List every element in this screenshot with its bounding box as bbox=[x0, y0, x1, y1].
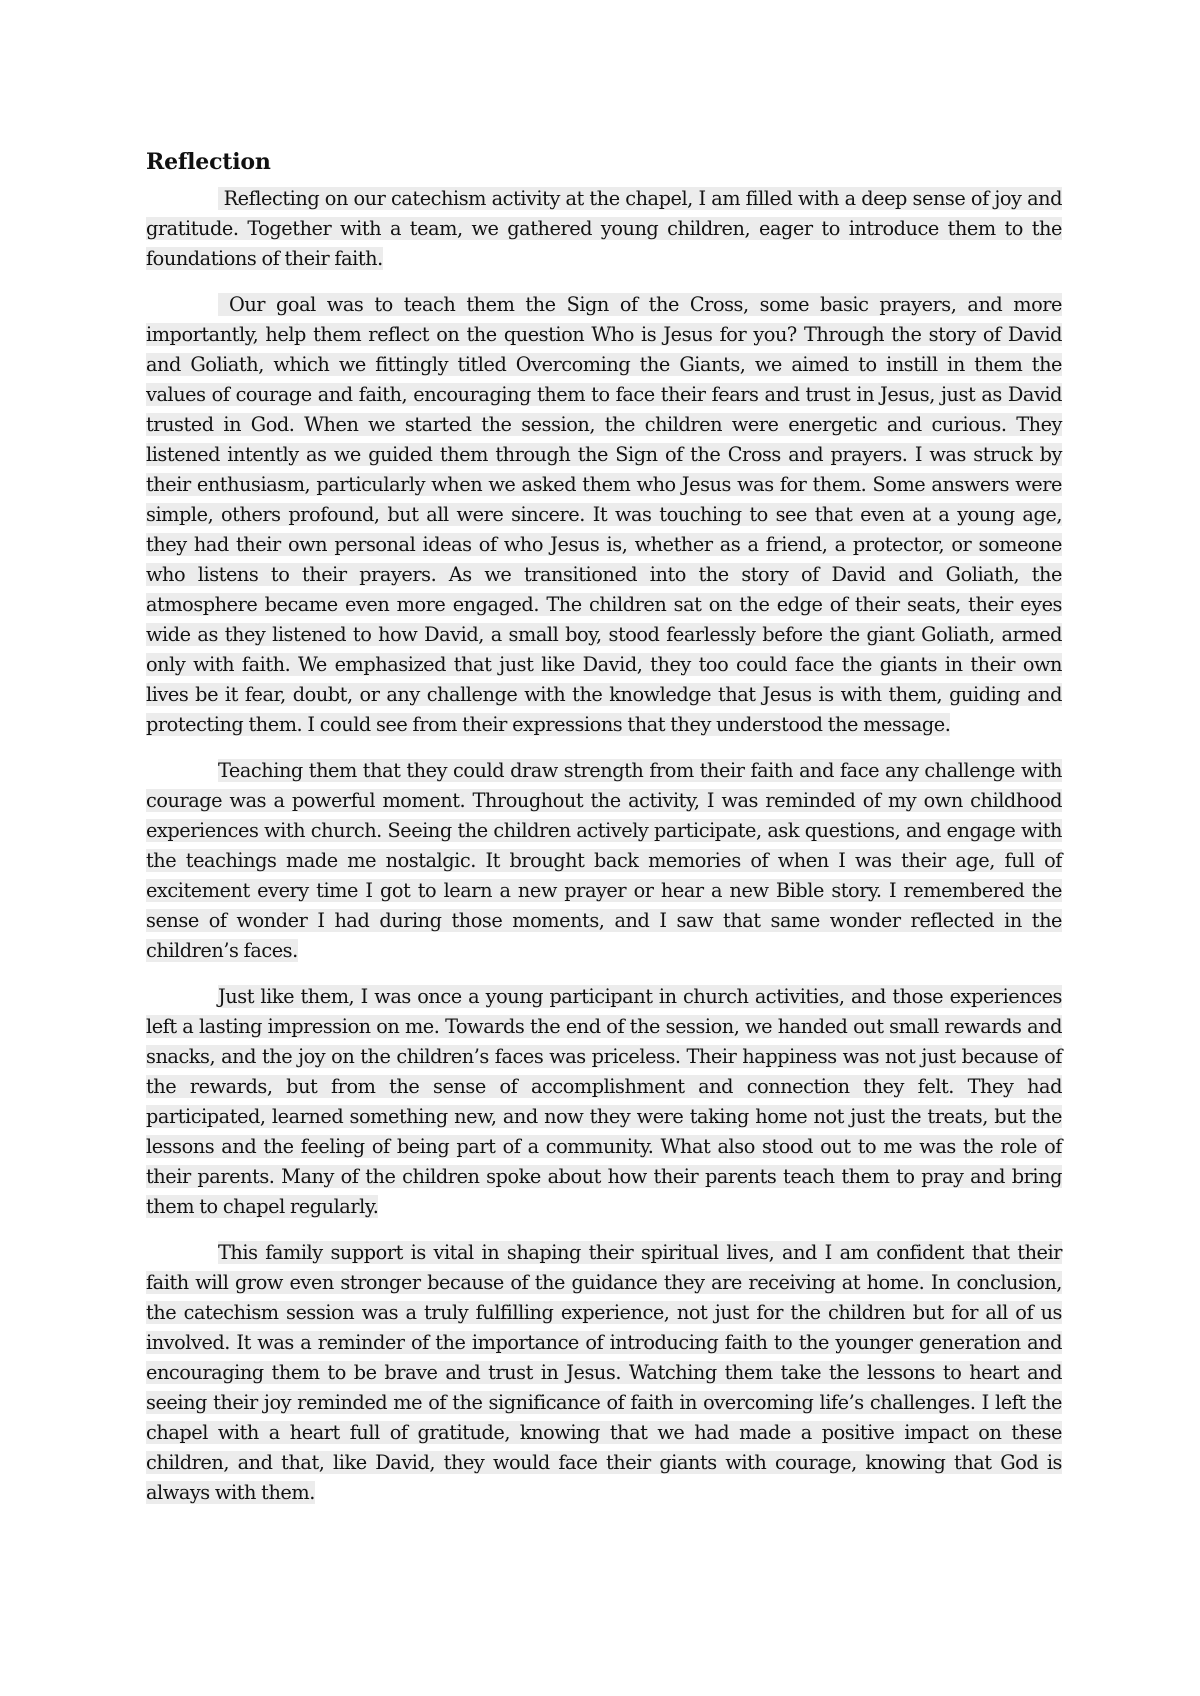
paragraph-2-text: Our goal was to teach them the Sign of the Cross, some basic prayers, and more importantly, help them reflect on the question Who is Jesus for you? Through the story of David and Goliath, which we fittingly titled Overcoming the Giants, we aimed to instill in them the values of courage and faith, encouraging them to face their fears and trust in Jesus, just as David trusted in God. When we started the session, the children were energetic and curious. They listened intently as we guided them through the Sign of the Cross and prayers. I was struck by their enthusiasm, particularly when we asked them who Jesus was for them. Some answers were simple, others profound, but all were sincere. It was touching to see that even at a young age, they had their own personal ideas of who Jesus is, whether as a friend, a protector, or someone who listens to their prayers. As we transitioned into the story of David and Goliath, the atmosphere became even more engaged. The children sat on the edge of their seats, their eyes wide as they listened to how David, a small boy, stood fearlessly before the giant Goliath, armed only with faith. We emphasized that just like David, they too could face the giants in their own lives be it fear, doubt, or any challenge with the knowledge that Jesus is with them, guiding and protecting them. I could see from their expressions that they understood the message. bbox=[146, 293, 1062, 736]
paragraph-indent bbox=[146, 776, 218, 777]
paragraph-5 bbox=[146, 1238, 1062, 1508]
paragraph-4-text: Just like them, I was once a young participant in church activities, and those experiences left a lasting impression on me. Towards the end of the session, we handed out small rewards and snacks, and the joy on the children’s faces was priceless. Their happiness was not just because of the rewards, but from the sense of accomplishment and connection they felt. They had participated, learned something new, and now they were taking home not just the treats, but the lessons and the feeling of being part of a community. What also stood out to me was the role of their parents. Many of the children spoke about how their parents teach them to pray and bring them to chapel regularly. bbox=[146, 985, 1062, 1218]
paragraph-3 bbox=[146, 756, 1062, 966]
paragraph-1-text: Reflecting on our catechism activity at the chapel, I am filled with a deep sense of joy and gratitude. Together with a team, we gathered young children, eager to introduce them to the foundations of their faith. bbox=[146, 187, 1062, 270]
document-heading: Reflection bbox=[146, 149, 271, 175]
paragraph-4 bbox=[146, 982, 1062, 1222]
paragraph-2 bbox=[146, 290, 1062, 740]
paragraph-indent bbox=[146, 1258, 218, 1259]
paragraph-1 bbox=[146, 184, 1062, 274]
document-page bbox=[146, 140, 1062, 1524]
paragraph-indent bbox=[146, 310, 218, 311]
paragraph-indent bbox=[146, 204, 218, 205]
paragraph-5-text: This family support is vital in shaping their spiritual lives, and I am confident that their faith will grow even stronger because of the guidance they are receiving at home. In conclusion, the catechism session was a truly fulfilling experience, not just for the children but for all of us involved. It was a reminder of the importance of introducing faith to the younger generation and encouraging them to be brave and trust in Jesus. Watching them take the lessons to heart and seeing their joy reminded me of the significance of faith in overcoming life’s challenges. I left the chapel with a heart full of gratitude, knowing that we had made a positive impact on these children, and that, like David, they would face their giants with courage, knowing that God is always with them. bbox=[146, 1241, 1062, 1504]
paragraph-3-text: Teaching them that they could draw strength from their faith and face any challenge with courage was a powerful moment. Throughout the activity, I was reminded of my own childhood experiences with church. Seeing the children actively participate, ask questions, and engage with the teachings made me nostalgic. It brought back memories of when I was their age, full of excitement every time I got to learn a new prayer or hear a new Bible story. I remembered the sense of wonder I had during those moments, and I saw that same wonder reflected in the children’s faces. bbox=[146, 759, 1062, 962]
paragraph-indent bbox=[146, 1002, 218, 1003]
